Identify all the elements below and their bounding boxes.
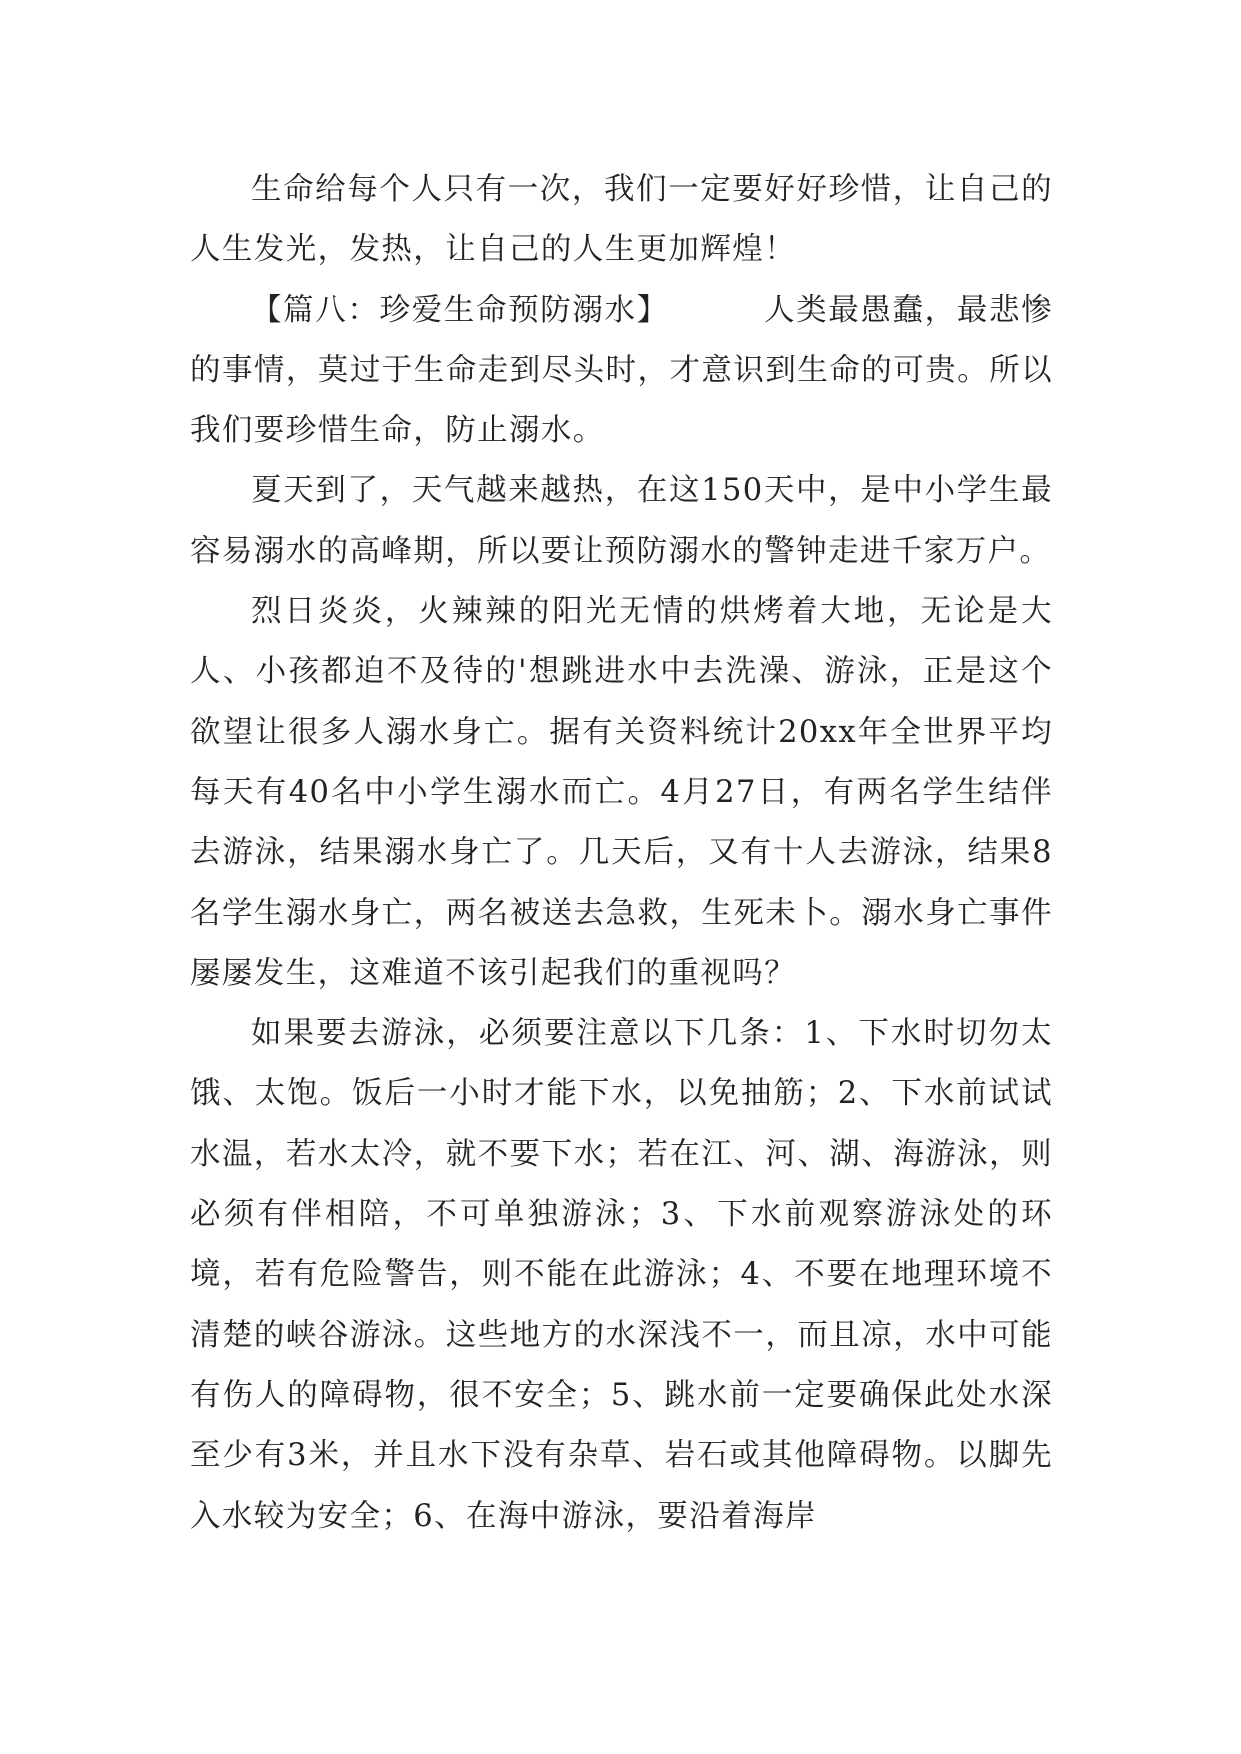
document-page bbox=[190, 160, 1053, 1547]
section-heading: 【篇八：珍爱生命预防溺水】 bbox=[251, 292, 669, 328]
paragraph-section-eight bbox=[190, 281, 1053, 462]
paragraph-safety-rules: 如果要去游泳，必须要注意以下几条：1、下水时切勿太饿、太饱。饭后一小时才能下水，以免抽筋；2、下水前试试水温，若水太冷，就不要下水；若在江、河、湖、海游泳，则必须有伴相陪，不可单独游泳；3、下水前观察游泳处的环境，若有危险警告，则不能在此游泳；4、不要在地理环境不清楚的峡谷游泳。这些地方的水深浅不一，而且凉，水中可能有伤人的障碍物，很不安全；5、跳水前一定要确保此处水深至少有3米，并且水下没有杂草、岩石或其他障碍物。以脚先入水较为安全；6、在海中游泳，要沿着海岸 bbox=[190, 1016, 1053, 1534]
section-eight-text: 人类最愚蠢，最悲惨的事情，莫过于生命走到尽头时，才意识到生命的可贵。所以我们要珍惜生命，防止溺水。 bbox=[190, 292, 1053, 449]
paragraph-statistics: 烈日炎炎，火辣辣的阳光无情的烘烤着大地，无论是大人、小孩都迫不及待的'想跳进水中去洗澡、游泳，正是这个欲望让很多人溺水身亡。据有关资料统计20xx年全世界平均每天有40名中小学生溺水而亡。4月27日，有两名学生结伴去游泳，结果溺水身亡了。几天后，又有十人去游泳，结果8名学生溺水身亡，两名被送去急救，生死未卜。溺水身亡事件屡屡发生，这难道不该引起我们的重视吗？ bbox=[190, 594, 1053, 991]
paragraph-intro-closing: 生命给每个人只有一次，我们一定要好好珍惜，让自己的人生发光，发热，让自己的人生更加辉煌！ bbox=[190, 172, 1053, 268]
paragraph-summer: 夏天到了，天气越来越热，在这150天中，是中小学生最容易溺水的高峰期，所以要让预防溺水的警钟走进千家万户。 bbox=[190, 473, 1053, 569]
